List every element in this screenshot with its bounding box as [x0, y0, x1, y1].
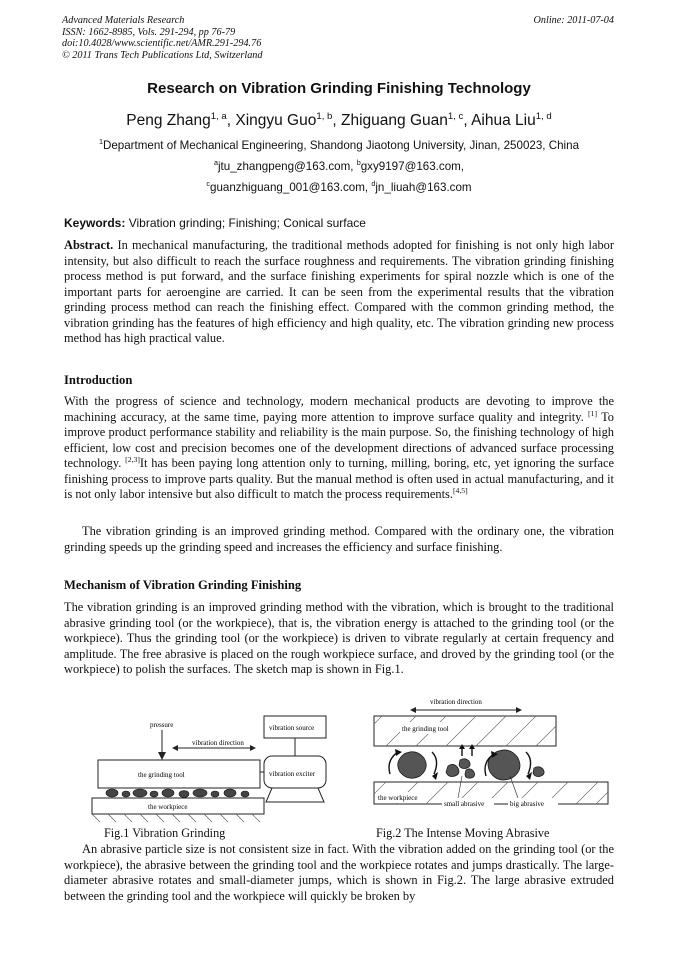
- author-sup: 1, b: [316, 110, 333, 122]
- email-b: gxy9197@163.com,: [360, 160, 465, 173]
- mechanism-paragraph-2: An abrasive particle size is not consistent size in fact. With the vibration added on the grinding tool (or the workpiece), the abrasive between the grinding tool and the workpiece rotates and jumps drastically. The large-diameter abrasive rotates and small-diameter jumps, which is shown in Fig.2. The large abrasive extruded between the grinding tool and the workpiece will quickly be broken by: [64, 842, 614, 903]
- author-sup: 1, a: [210, 110, 227, 122]
- figure-1-caption: Fig.1 Vibration Grinding: [104, 826, 226, 840]
- intro-text: With the progress of science and technology, modern mechanical products are devoting to improve the machining accuracy, at the same time, paying more attention to improve surface quality and integrity.: [64, 394, 614, 424]
- doi-line: doi:10.4028/www.scientific.net/AMR.291-294.76: [62, 38, 262, 49]
- online-date: Online: 2011-07-04: [533, 15, 614, 26]
- fig1-label-vibration-direction: vibration direction: [192, 739, 244, 747]
- fig1-label-workpiece: the workpiece: [148, 803, 188, 811]
- fig1-abrasive-particles: [106, 789, 249, 798]
- journal-header: [62, 15, 262, 61]
- abstract-text: In mechanical manufacturing, the traditional methods adopted for finishing is not only high labor intensity, but also difficult to reach the surface roughness and requirements. The vibration grinding finishing process method is put forward, and the surface finishing experiments for spiral nozzle which is one of the important parts for aeroengine are carried. It can be seen from the experimental results that the vibration grinding process method can reach the finishing effect. Compared with the common grinding method, the vibration grinding has the features of high efficiency and high quality, etc. The vibration grinding new process method has high practical value.: [64, 238, 614, 345]
- introduction-paragraph-2: The vibration grinding is an improved grinding method. Compared with the ordinary one, the vibration grinding speeds up the grinding speed and increases the efficiency and surface finishing.: [64, 524, 614, 554]
- introduction-paragraph-1: [64, 394, 614, 503]
- email-sup: c: [206, 179, 211, 189]
- citation: [4,5]: [452, 485, 468, 495]
- author-name: Aihua Liu: [471, 112, 536, 129]
- affiliation-sup: 1: [98, 137, 103, 147]
- author-name: Zhiguang Guan: [341, 112, 448, 129]
- keywords-text: Vibration grinding; Finishing; Conical surface: [128, 216, 366, 230]
- fig2-abrasive-particles: [398, 750, 544, 780]
- fig1-label-pressure: pressure: [150, 721, 174, 729]
- citation: [2,3]: [125, 454, 140, 464]
- author-list: Peng Zhang$^{1, a}$, Xingyu Guo$^{1, b}$, Zhiguang Guan$^{1, c}$, Aihua Liu$^{1, d}$: [126, 110, 552, 129]
- introduction-heading: Introduction: [64, 373, 133, 387]
- intro-text: To improve product performance stability and reliability is the main purpose. So, the finishing technology of high efficient, low cost and precision becomes one of the development directions of advanced surface processing technology.: [64, 409, 615, 470]
- fig1-label-vibration-source: vibration source: [269, 724, 315, 732]
- email-sup: a: [213, 158, 218, 168]
- affiliation: [0, 139, 678, 152]
- author-name: Xingyu Guo: [235, 112, 317, 129]
- email-line-2: [0, 181, 678, 194]
- author-sup: 1, c: [447, 110, 464, 122]
- email-d: jn_liuah@163.com: [375, 181, 472, 194]
- email-line-1: [0, 160, 678, 173]
- mechanism-heading: Mechanism of Vibration Grinding Finishing: [64, 578, 302, 592]
- email-sup: d: [371, 179, 376, 189]
- author-name: Peng Zhang: [126, 112, 211, 129]
- figure-2-caption: Fig.2 The Intense Moving Abrasive: [376, 826, 550, 840]
- affiliation-text: Department of Mechanical Engineering, Shandong Jiaotong University, Jinan, 250023, China: [102, 139, 580, 152]
- fig2-label-grinding-tool: the grinding tool: [402, 725, 449, 733]
- mechanism-paragraph-1: The vibration grinding is an improved grinding method with the vibration, which is brought to the traditional abrasive grinding tool (or the workpiece), that is, the vibration energy is attached to the grinding tool (or the workpiece). Thus the grinding tool (or the workpiece) is driven to vibrate regularly at certain frequency and amplitude. The free abrasive is placed on the rough workpiece surface, and droved by the grinding tool (or the workpiece) to polish the surfaces. The sketch map is shown in Fig.1.: [64, 600, 614, 676]
- keywords: [64, 216, 366, 230]
- author-sup: 1, d: [535, 110, 552, 122]
- email-c: guanzhiguang_001@163.com,: [210, 181, 369, 194]
- copyright-line: © 2011 Trans Tech Publications Ltd, Switzerland: [62, 49, 263, 61]
- fig2-label-workpiece: the workpiece: [378, 794, 418, 802]
- fig2-label-vibration-direction: vibration direction: [430, 698, 482, 706]
- figure-1-vibration-grinding: [88, 710, 338, 826]
- journal-name: Advanced Materials Research: [62, 15, 185, 26]
- intro-text: It has been paying long attention only to turning, milling, boring, etc, yet ignoring the surface finishing process to improve parts quality. But the manual method is often used in actual manufacturing, and it is not only labor intensive but also difficult to match the process requirements.: [64, 456, 614, 501]
- paper-title: Research on Vibration Grinding Finishing Technology: [147, 80, 531, 97]
- keywords-label: Keywords:: [64, 216, 126, 230]
- citation: [1]: [588, 408, 597, 418]
- abstract-label: Abstract.: [64, 238, 114, 252]
- fig1-label-grinding-tool: the grinding tool: [138, 771, 185, 779]
- abstract: [64, 238, 614, 347]
- figure-2-intense-moving-abrasive: [366, 694, 610, 814]
- fig2-label-small-abrasive: small abrasive: [444, 800, 485, 808]
- email-sup: b: [356, 158, 361, 168]
- issn-line: ISSN: 1662-8985, Vols. 291-294, pp 76-79: [62, 26, 236, 38]
- fig2-label-big-abrasive: big abrasive: [510, 800, 545, 808]
- fig1-label-vibration-exciter: vibration exciter: [269, 770, 316, 778]
- email-a: jtu_zhangpeng@163.com,: [217, 160, 354, 173]
